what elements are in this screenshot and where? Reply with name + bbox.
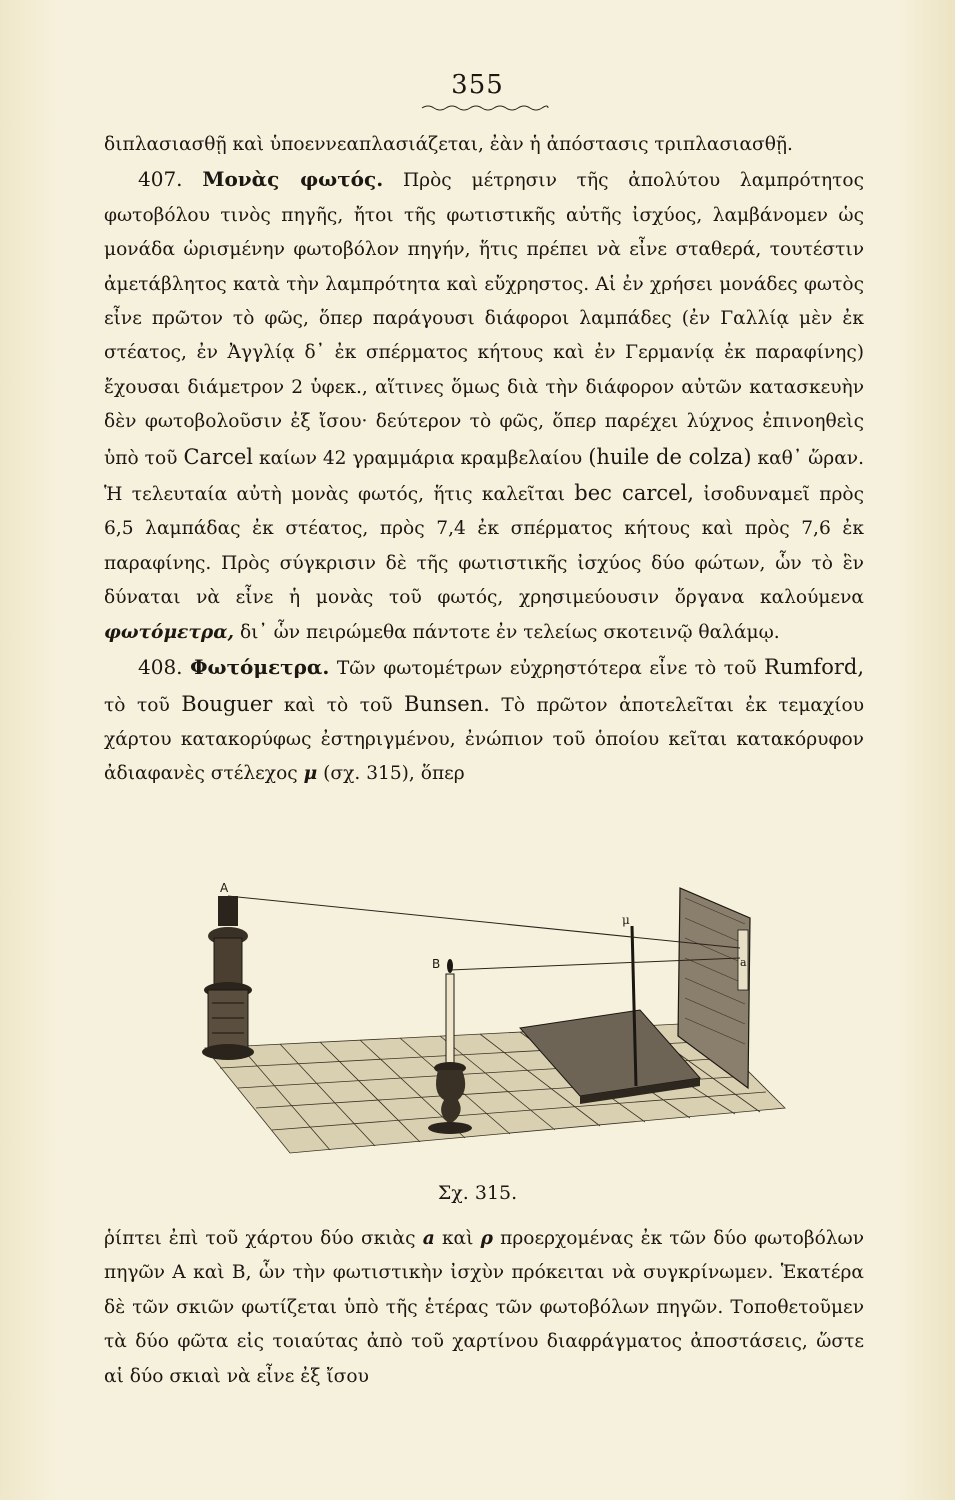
section-407-text-2: καίων 42 γραμμάρια κραμβελαίου bbox=[258, 447, 583, 469]
cont-text-1: ῥίπτει ἐπὶ τοῦ χάρτου δύο σκιὰς bbox=[104, 1228, 416, 1249]
section-407-text-5: δι᾽ ὧν πειρώμεθα πάντοτε ἐν τελείως σκοτεινῷ θαλάμῳ. bbox=[239, 621, 780, 643]
lamp-a bbox=[202, 896, 254, 1060]
ray-a bbox=[228, 896, 740, 948]
name-carcel: Carcel bbox=[183, 444, 253, 469]
section-408-text-2: τὸ τοῦ bbox=[104, 694, 170, 716]
term-photometra: φωτόμετρα, bbox=[104, 621, 235, 643]
figure-label-b: B bbox=[432, 957, 441, 971]
section-heading-407: Μονὰς φωτός. bbox=[202, 167, 384, 192]
term-bec-carcel: bec carcel, bbox=[574, 481, 694, 506]
section-408-text-4: Τὸ πρῶτον ἀποτελεῖται ἐκ τεμαχίου χάρτου κατακορύφως ἐστηριγμένου, ἐνώπιον τοῦ ὁποίου κεῖται κατακόρυφον ἀδιαφανὲς στέλεχος bbox=[104, 694, 865, 785]
name-bouguer: Bouguer bbox=[181, 691, 273, 716]
figure-label-alpha: a bbox=[740, 956, 747, 969]
section-407 bbox=[104, 162, 864, 650]
name-bunsen: Bunsen. bbox=[404, 691, 490, 716]
main-text-upper bbox=[104, 128, 864, 792]
cont-text-2: καὶ bbox=[441, 1228, 474, 1249]
paragraph-after-figure bbox=[104, 1222, 864, 1394]
page-number: 355 bbox=[451, 70, 504, 100]
section-heading-408: Φωτόμετρα. bbox=[190, 655, 330, 680]
section-408-text-3: καὶ τὸ τοῦ bbox=[283, 694, 393, 716]
symbol-a: a bbox=[422, 1228, 435, 1249]
continuation-text: διπλασιασθῇ καὶ ὑποεννεαπλασιάζεται, ἐὰν ἡ ἀπόστασις τριπλασιασθῇ. bbox=[104, 134, 793, 155]
header-ornament-rule bbox=[420, 104, 550, 112]
cont-text-3: προερχομένας ἐκ τῶν δύο φωτοβόλων πηγῶν Α καὶ Β, ὧν τὴν φωτιστικὴν ἰσχὺν πρόκειται νὰ συγκρίνωμεν. Ἑκατέρα δὲ τῶν σκιῶν φωτίζεται ὑπὸ τῆς ἑτέρας τῶν φωτοβόλων πηγῶν. Τοποθετοῦμεν τὰ δύο φῶτα εἰς τοιαύτας ἀπὸ τοῦ χαρτίνου διαφράγματος ἀποστάσεις, ὥστε αἱ δύο σκιαὶ νὰ εἶνε ἐξ ἴσου bbox=[104, 1228, 865, 1387]
main-text-lower bbox=[104, 1222, 864, 1394]
paragraph-continuation bbox=[104, 128, 864, 162]
section-407-text-3: καθ᾽ ὥραν. Ἡ τελευταία αὐτὴ μονὰς φωτός, ἥτις καλεῖται bbox=[104, 447, 864, 506]
section-408-text-1: Τῶν φωτομέτρων εὐχρηστότερα εἶνε τὸ τοῦ bbox=[336, 658, 757, 680]
section-407-text-4: ἰσοδυναμεῖ πρὸς 6,5 λαμπάδας ἐκ στέατος, πρὸς 7,4 ἐκ σπέρματος κήτους καὶ πρὸς 7,6 ἐκ παραφίνης. Πρὸς σύγκρισιν δὲ τῆς φωτιστικῆς ἰσχύος δύο φώτων, ὧν τὸ ἓν δύναται νὰ εἶνε ἡ μονὰς τοῦ φωτός, χρησιμεύουσιν ὄργανα καλούμενα bbox=[104, 484, 865, 609]
section-408 bbox=[104, 650, 864, 792]
term-huile-de-colza: (huile de colza) bbox=[588, 444, 752, 469]
section-408-text-5: (σχ. 315), ὅπερ bbox=[323, 763, 465, 785]
name-rumford: Rumford, bbox=[764, 655, 864, 680]
section-number-407: 407. bbox=[138, 167, 183, 192]
figure-label-a: A bbox=[220, 881, 229, 895]
figure-label-mu: μ bbox=[622, 913, 630, 927]
figure-caption: Σχ. 315. bbox=[437, 1182, 518, 1204]
section-number-408: 408. bbox=[138, 655, 183, 680]
section-407-text-1: Πρὸς μέτρησιν τῆς ἀπολύτου λαμπρότητος φωτοβόλου τινὸς πηγῆς, ἤτοι τῆς φωτιστικῆς αὐτῆς ἰσχύος, λαμβάνομεν ὡς μονάδα ὡρισμένην φωτοβόλον πηγήν, ἥτις πρέπει νὰ εἶνε σταθερά, τουτέστιν ἀμετάβλητος κατὰ τὴν λαμπρότητα καὶ εὔχρηστος. Αἱ ἐν χρήσει μονάδες φωτὸς εἶνε πρῶτον τὸ φῶς, ὅπερ παράγουσι διάφοροι λαμπάδες (ἐν Γαλλίᾳ μὲν ἐκ στέατος, ἐν Ἀγγλίᾳ δ᾽ ἐκ σπέρματος κήτους καὶ ἐν Γερμανίᾳ ἐκ παραφίνης) ἔχουσαι διάμετρον 2 ὑφεκ., αἵτινες ὅμως διὰ τὴν διάφορον αὐτῶν κατασκευὴν δὲν φωτοβολοῦσιν ἐξ ἴσου· δεύτερον τὸ φῶς, ὅπερ παρέχει λύχνος ἐπινοηθεὶς ὑπὸ τοῦ bbox=[104, 170, 864, 469]
symbol-mu: μ bbox=[303, 763, 318, 785]
symbol-rho: ρ bbox=[480, 1228, 493, 1249]
figure-315-photometer bbox=[200, 878, 790, 1178]
